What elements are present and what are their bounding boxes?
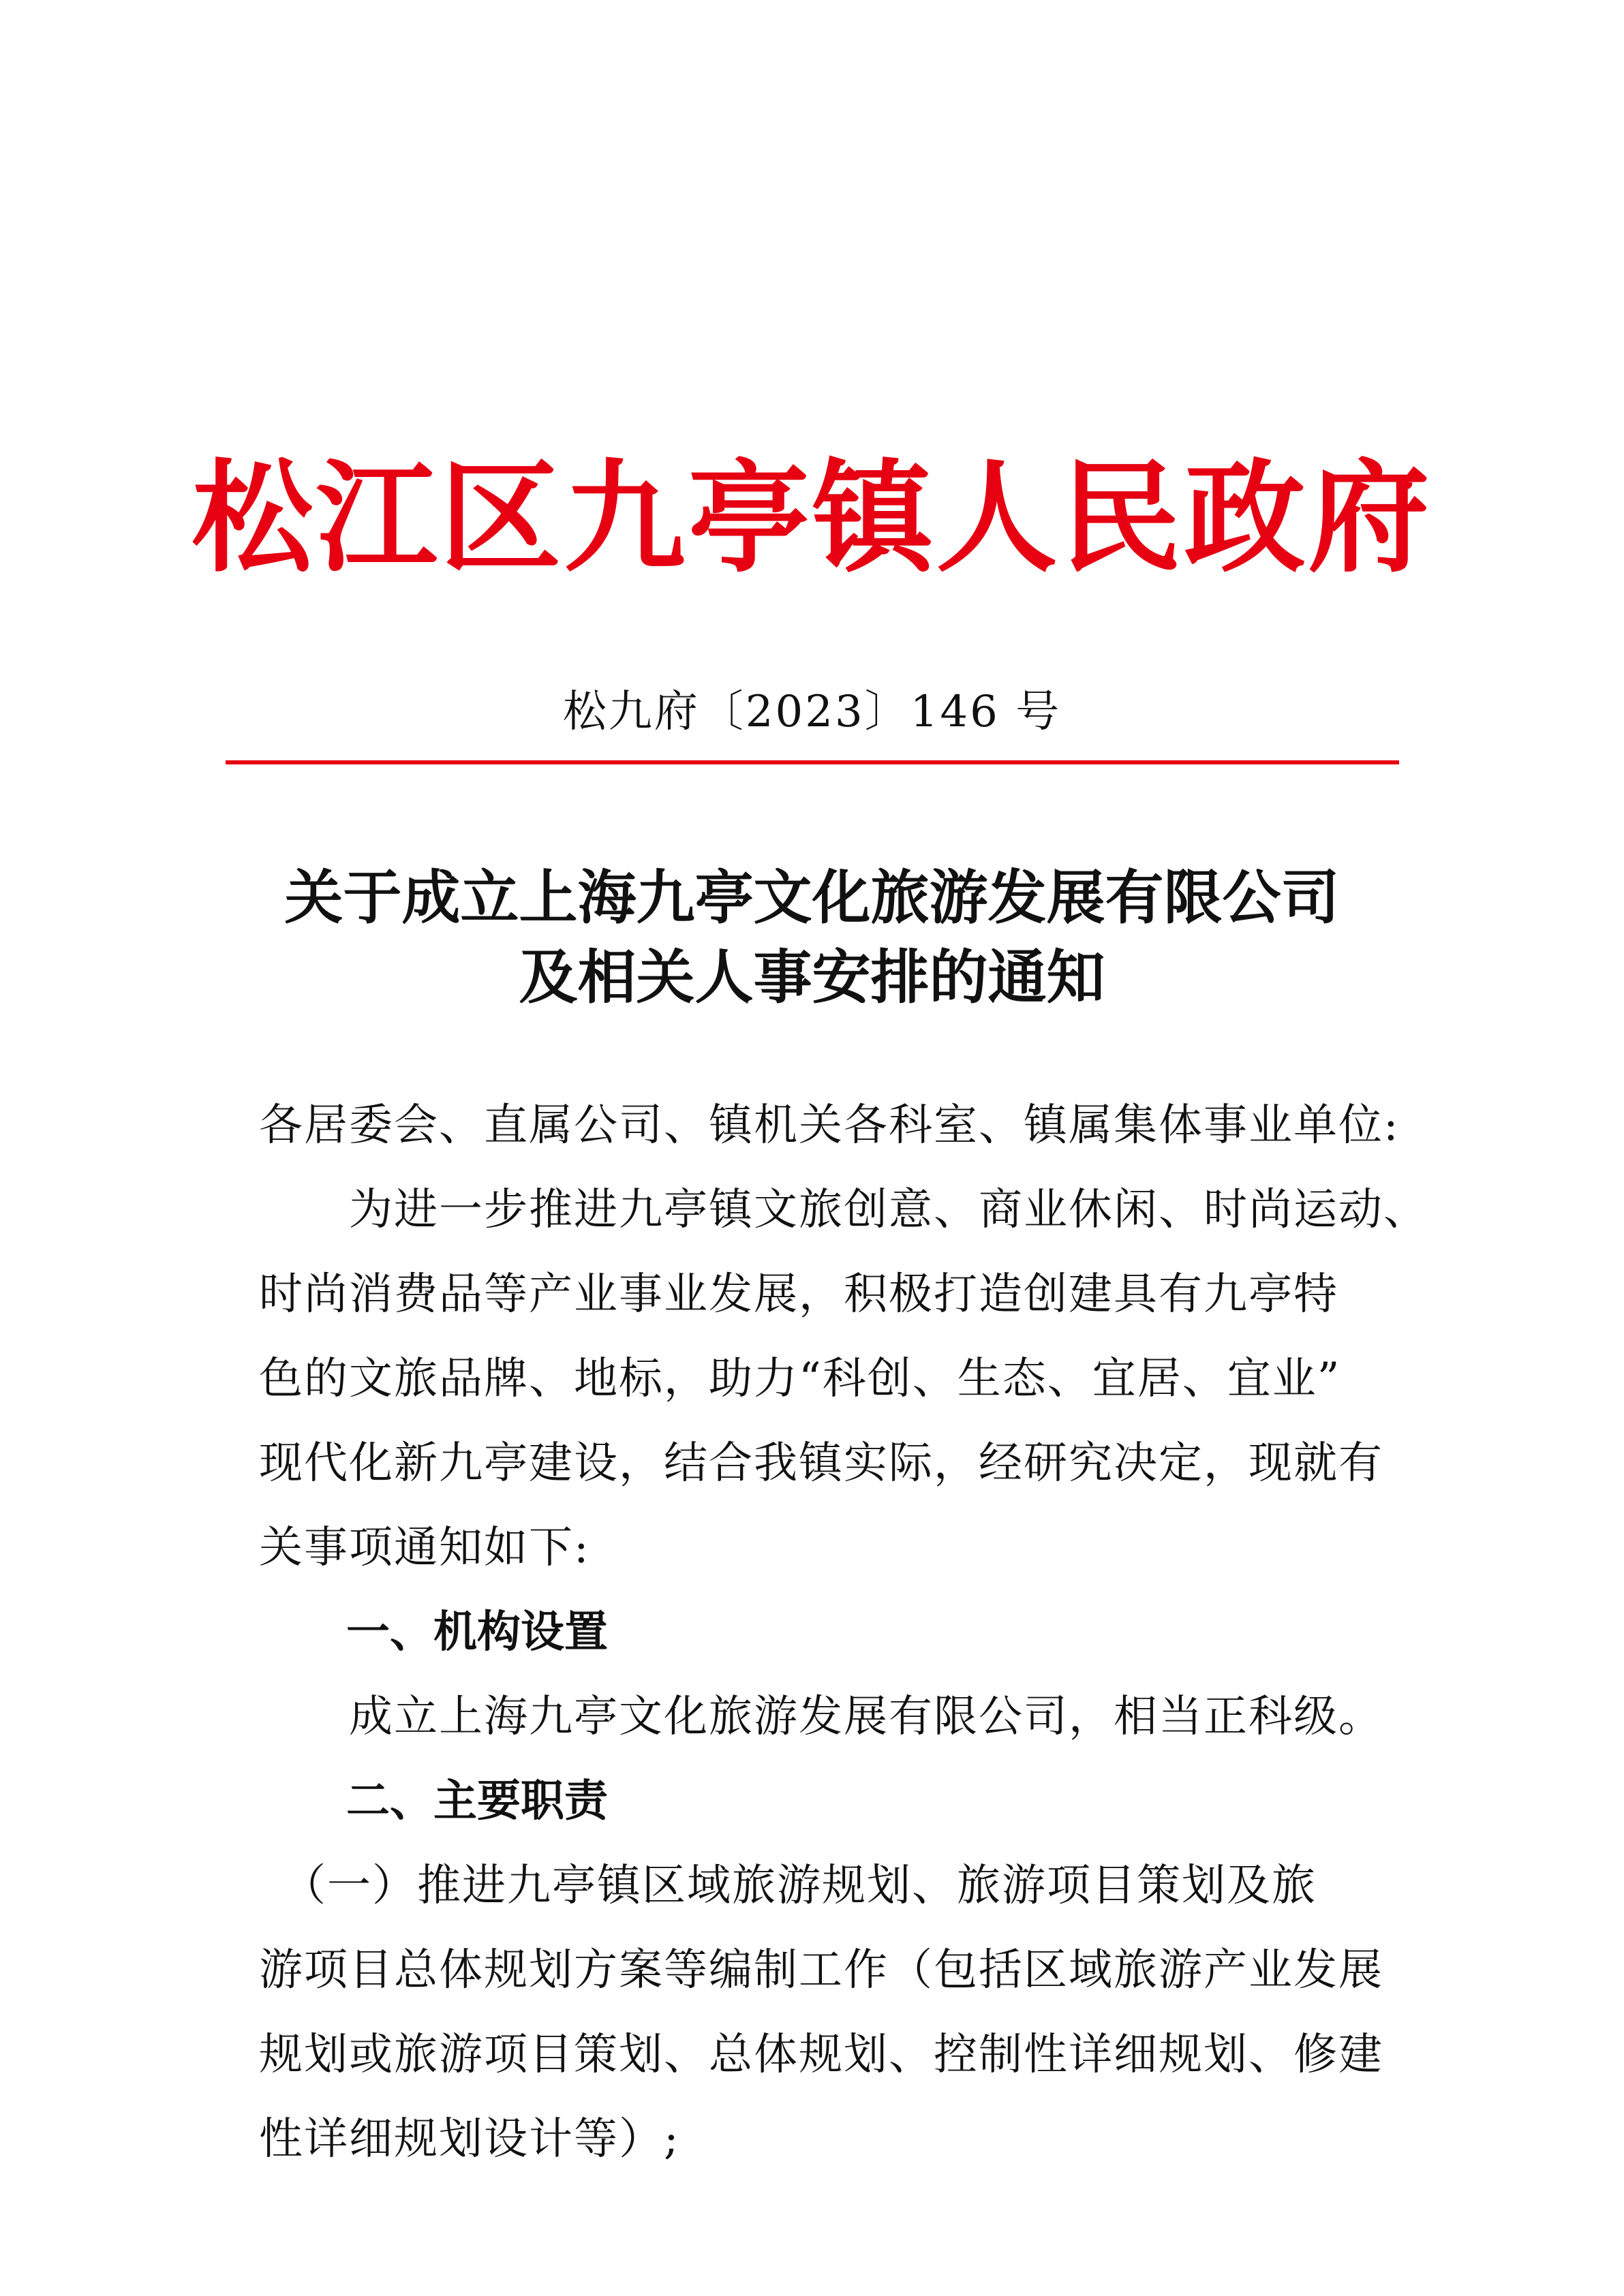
section-2-line: 性详细规划设计等）; [259, 2114, 680, 2165]
section-1-text: 成立上海九亭文化旅游发展有限公司，相当正科级。 [259, 1692, 1383, 1742]
document-title-line-1: 关于成立上海九亭文化旅游发展有限公司 [284, 863, 1340, 932]
intro-paragraph-line: 关事项通知如下: [259, 1523, 590, 1573]
section-2-line: 规划或旅游项目策划、总体规划、控制性详细规划、修建 [259, 2030, 1383, 2080]
addressee-line: 各居委会、直属公司、镇机关各科室、镇属集体事业单位: [259, 1100, 1400, 1151]
intro-paragraph-line: 时尚消费品等产业事业发展，积极打造创建具有九亭特 [259, 1269, 1338, 1320]
document-number: 松九府〔2023〕146 号 [562, 687, 1062, 737]
intro-paragraph-line: 色的文旅品牌、地标，助力“科创、生态、宜居、宜业” [259, 1354, 1341, 1404]
section-2-line: 游项目总体规划方案等编制工作（包括区域旅游产业发展 [259, 1945, 1383, 1996]
red-divider-line [226, 760, 1399, 764]
issuer-masthead: 松江区九亭镇人民政府 [191, 446, 1433, 589]
document-title-line-2: 及相关人事安排的通知 [519, 943, 1105, 1012]
section-heading-responsibilities: 二、主要职责 [346, 1776, 608, 1827]
section-heading-organization: 一、机构设置 [346, 1607, 608, 1658]
section-2-line: （一）推进九亭镇区域旅游规划、旅游项目策划及旅 [259, 1861, 1317, 1911]
intro-paragraph-line: 为进一步推进九亭镇文旅创意、商业休闲、时尚运动、 [259, 1185, 1428, 1235]
intro-paragraph-line: 现代化新九亭建设，结合我镇实际，经研究决定，现就有 [259, 1438, 1383, 1489]
